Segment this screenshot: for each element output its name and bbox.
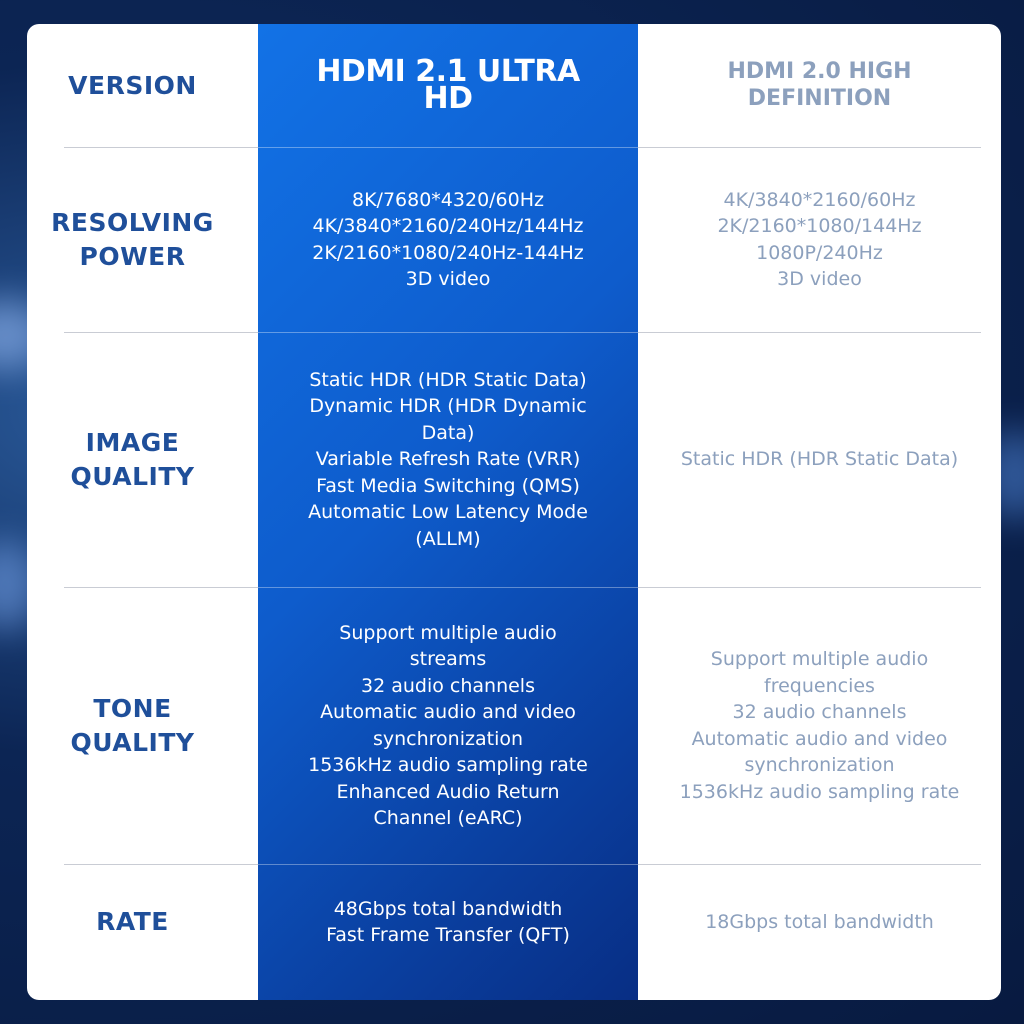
hdmi20-image-quality: Static HDR (HDR Static Data) (680, 448, 959, 471)
hdmi21-tone-quality: Support multiple audio streams 32 audio channels Automatic audio and video synchronization 1536kHz audio sampling rate Enhanced Audio Return Channel (eARC) (308, 621, 588, 829)
row-label-image-quality: IMAGE QUALITY (70, 427, 195, 491)
row-label-rate: RATE (96, 907, 169, 936)
hdmi20-tone-quality: Support multiple audio frequencies 32 audio channels Automatic audio and video synchronization 1536kHz audio sampling rate (679, 648, 960, 803)
hdmi20-resolving-power: 4K/3840*2160/60Hz 2K/2160*1080/144Hz 1080P/240Hz 3D video (717, 188, 922, 290)
hdmi21-image-quality: Static HDR (HDR Static Data) Dynamic HDR (HDR Dynamic Data) Variable Refresh Rate (VRR) Fast Media Switching (QMS) Automatic Low Latency Mode (ALLM) (308, 368, 588, 550)
hdmi21-rate: 48Gbps total bandwidth Fast Frame Transfer (QFT) (326, 897, 570, 946)
hdmi21-version: HDMI 2.1 ULTRA HD (316, 54, 580, 116)
hdmi20-rate: 18Gbps total bandwidth (705, 910, 934, 933)
hdmi20-version: HDMI 2.0 HIGH DEFINITION (727, 59, 912, 111)
row-label-resolving-power: RESOLVING POWER (51, 207, 214, 271)
comparison-card (27, 24, 1001, 1000)
hdmi21-resolving-power: 8K/7680*4320/60Hz 4K/3840*2160/240Hz/144Hz 2K/2160*1080/240Hz-144Hz 3D video (312, 188, 584, 290)
row-label-tone-quality: TONE QUALITY (70, 693, 195, 757)
row-label-version: VERSION (68, 70, 197, 100)
